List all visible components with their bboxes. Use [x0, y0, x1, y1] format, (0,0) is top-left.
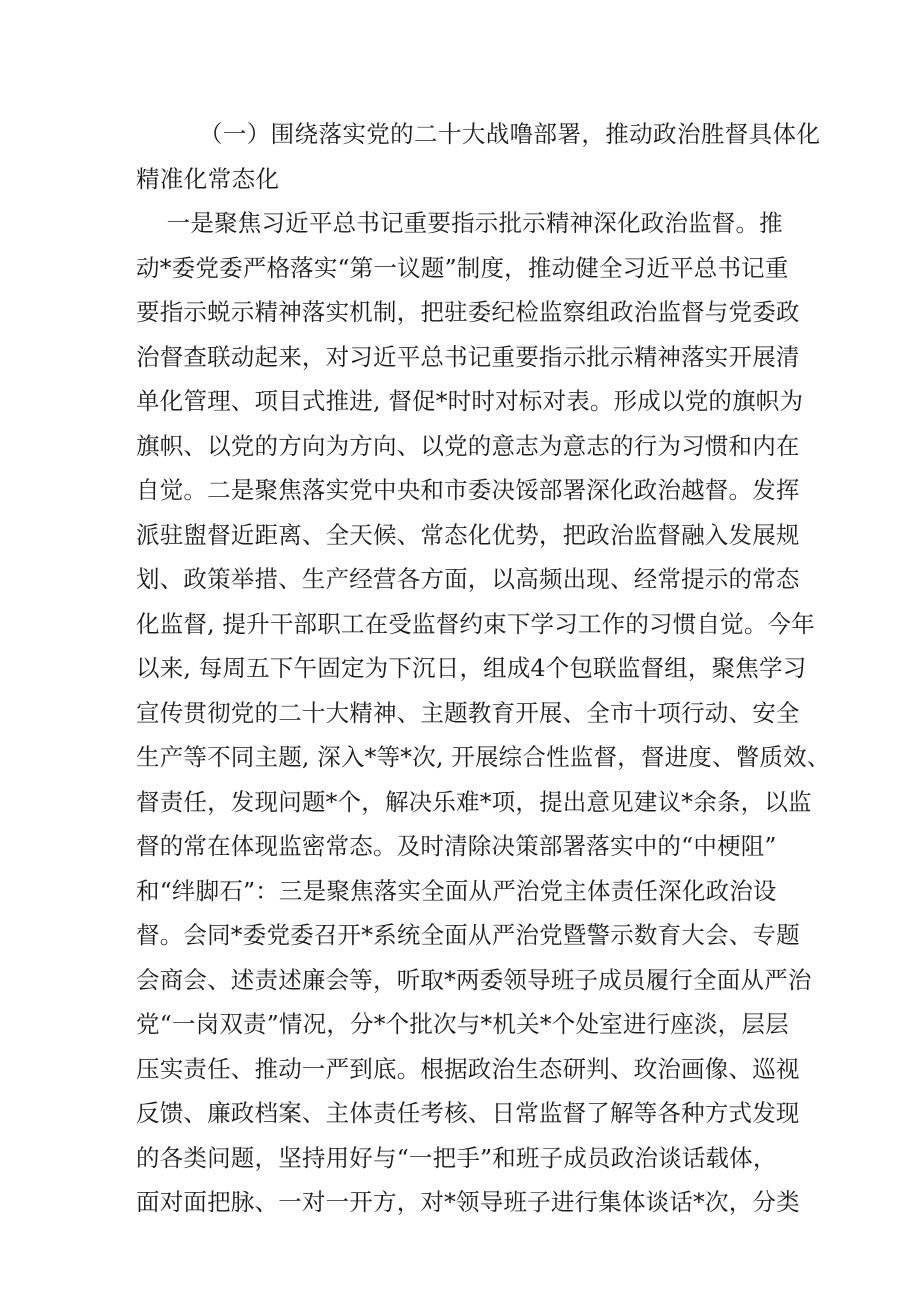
paragraph-line: 督责任，发现问题*个，解决乐难*项，提出意见建议*余条，以监 — [136, 787, 812, 816]
paragraph-line: 一是聚焦习近平总书记重要指示批示精神深化政治监督。推 — [136, 209, 783, 237]
section-heading-line-2: 精准化常态化 — [136, 164, 280, 193]
paragraph-line: 的各类问题，坚持用好与“一把手”和班子成员政治谈话载体， — [136, 1143, 777, 1172]
paragraph-line: 以来, 每周五下午固定为下沉日，组成4个包联监督组，聚焦学习 — [136, 654, 807, 682]
paragraph-line: 旗帜、以党的方向为方向、以党的意志为意志的行为习惯和内在 — [136, 431, 800, 460]
paragraph-line: 自觉。二是聚焦落实党中央和市委决馁部署深化政治越督。发挥 — [136, 476, 800, 504]
paragraph-line: 督的常在体现监密常态。及时清除决策部署落实中的“中梗阻” — [136, 832, 777, 860]
paragraph-line: 派驻盥督近距离、全天候、常态化优势，把政治监督融入发展规 — [136, 520, 800, 549]
paragraph-line: 会商会、述责述廉会等，听取*两委领导班子成员履行全面从严治 — [136, 965, 812, 994]
paragraph-line: 划、政策举措、生产经营各方面，以高频出现、经常提示的常态 — [136, 565, 800, 593]
paragraph-line: 宣传贯彻党的二十大精神、主题教育开展、全市十项行动、安全 — [136, 698, 800, 727]
paragraph-line: 治督查联动起来，对习近平总书记重要指示批示精神落实开展清 — [136, 342, 800, 371]
paragraph-line: 反馈、廉政档案、主体责任考核、日常监督了解等各种方式发现 — [136, 1099, 800, 1127]
paragraph-line: 和“绊脚石”：三是聚焦落实全面从严治党主体责任深化政治设 — [136, 876, 777, 905]
section-heading-line-1: （一）围绕落实党的二十大战噜部署，推动政治胜督具体化 — [136, 120, 821, 148]
paragraph-line: 生产等不同主题, 深入*等*次, 开展综合性监督，督进度、瞥质效、 — [136, 743, 831, 771]
paragraph-line: 单化管理、项目式推进, 督促*时时对标对表。形成以党的旗帜为 — [136, 387, 804, 415]
paragraph-line: 动*委党委严格落实“第一议题”制度，推动健全习近平总书记重 — [136, 253, 789, 282]
paragraph-line: 压实责任、推动一严到底。根据政治生态研判、玫治画像、巡视 — [136, 1054, 800, 1083]
paragraph-line: 要指示蜕示精神落实机制，把驻委纪检监察组政治监督与党委政 — [136, 298, 800, 326]
paragraph-line: 面对面把脉、一对一开方，对*领导班子进行集体谈话*次，分类 — [136, 1188, 800, 1216]
paragraph-line: 化监督, 提升干部职工在受监督约束下学习工作的习惯自觉。今年 — [136, 609, 815, 638]
paragraph-line: 党“一岗双责”情况，分*个批次与*机关*个处室进行座淡，层层 — [136, 1010, 789, 1038]
document-body — [136, 112, 831, 1225]
paragraph-line: 督。会同*委党委召开*系统全面从严治党暨警示数育大会、专题 — [136, 921, 800, 949]
